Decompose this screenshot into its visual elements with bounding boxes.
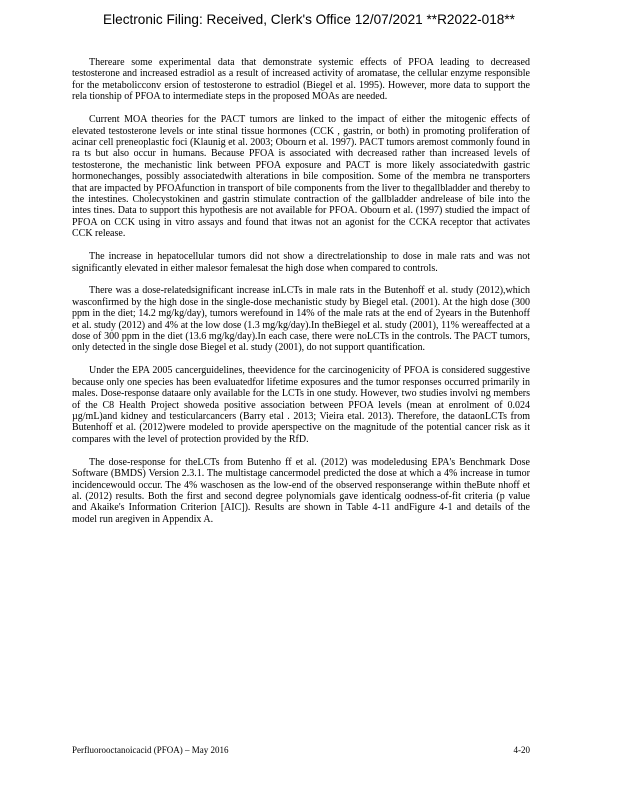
paragraph-pact-moa: Current MOA theories for the PACT tumors are linked to the impact of either the mitogenic effects of elevated testosterone levels or inte stinal tissue hormones (CCK , gastrin, or both) in promoting proliferation of acinar cell preneoplastic foci (Klaunig et al. 2003; Obourn et al. 1997). PACT tumors aremost commonly found in ra ts but also occur in humans. Because PFOA is associated with decreased rather than increased levels of testosterone, the mechanistic link between PFOA exposure and PACT is more likely associatedwith gastric hormonechanges, possibly associatedwith alterations in bile composition. Some of the membra ne transporters that are impacted by PFOAfunction in transport of bile components from the liver to thegallbladder and thereby to the intestines. Cholecystokinen and gastrin stimulate contraction of the gallbladder andrelease of bile into the intes tines. Data to support this hypothesis are not available for PFOA. Obourn et al. (1997) studied the impact of PFOA on CCK using in vitro assays and found that itwas not an agonist for the CCKA receptor that activates CCK release. [72,114,530,240]
paragraph-cancer-guidelines: Under the EPA 2005 cancerguidelines, theevidence for the carcinogenicity of PFOA is considered suggestive because only one species has been evaluatedfor lifetime exposures and the tumor responses occurred primarily in males. Dose-response dataare only available for the LCTs in one study. However, two studies involvi ng members of the C8 Health Project showeda positive association between PFOA levels (mean at enrolment of 0.024 µg/mL)and kidney and testicularcancers (Barry etal . 2013; Vieira etal. 2013). Therefore, the dataonLCTs from Butenhoff et al. (2012)were modeled to provide aperspective on the magnitude of the potential cancer risk as it compares with the level of protection provided by the RfD. [72,365,530,445]
document-body [72,57,530,537]
footer-document-title: Perfluorooctanoicacid (PFOA) – May 2016 [72,745,229,755]
filing-header: Electronic Filing: Received, Clerk's Office 12/07/2021 **R2022-018** [103,12,515,27]
page-number: 4-20 [513,745,530,755]
paragraph-hepatocellular: The increase in hepatocellular tumors did not show a directrelationship to dose in male rats and was not significantly elevated in either malesor femalesat the high dose when compared to controls. [72,251,530,274]
paragraph-lct-increase: There was a dose-relatedsignificant increase inLCTs in male rats in the Butenhoff et al. study (2012),which wasconfirmed by the high dose in the single-dose mechanistic study by Biegel etal. (2001). At the high dose (300 ppm in the diet; 14.2 mg/kg/day), tumors werefound in 14% of the male rats at the end of 2years in the Butenhoff et al. study (2012) and 4% at the low dose (1.3 mg/kg/day).In theBiegel et al. study (2001), 11% wereaffected at a dose of 300 ppm in the diet (13.6 mg/kg/day).In each case, there were noLCTs in the controls. The PACT tumors, only detected in the single dose Biegel et al. study (2001), do not support quantification. [72,285,530,354]
paragraph-aromatase: Thereare some experimental data that demonstrate systemic effects of PFOA leading to decreased testosterone and increased estradiol as a result of increased activity of aromatase, the cellular enzyme responsible for the metabolicconv ersion of testosterone to estradiol (Biegel et al. 1995). However, more data to support the rela tionship of PFOA to intermediate steps in the proposed MOAs are needed. [72,57,530,103]
paragraph-dose-response: The dose-response for theLCTs from Butenho ff et al. (2012) was modeledusing EPA's Benchmark Dose Software (BMDS) Version 2.3.1. The multistage cancermodel predicted the dose at which a 4% increase in tumor incidencewould occur. The 4% waschosen as the low-end of the observed responserange within theBute nhoff et al. (2012) results. Both the first and second degree polynomials gave identicalg oodness-of-fit criteria (p value and Akaike's Information Criterion [AIC]). Results are shown in Table 4-11 andFigure 4-1 and details of the model run aregiven in Appendix A. [72,456,530,525]
